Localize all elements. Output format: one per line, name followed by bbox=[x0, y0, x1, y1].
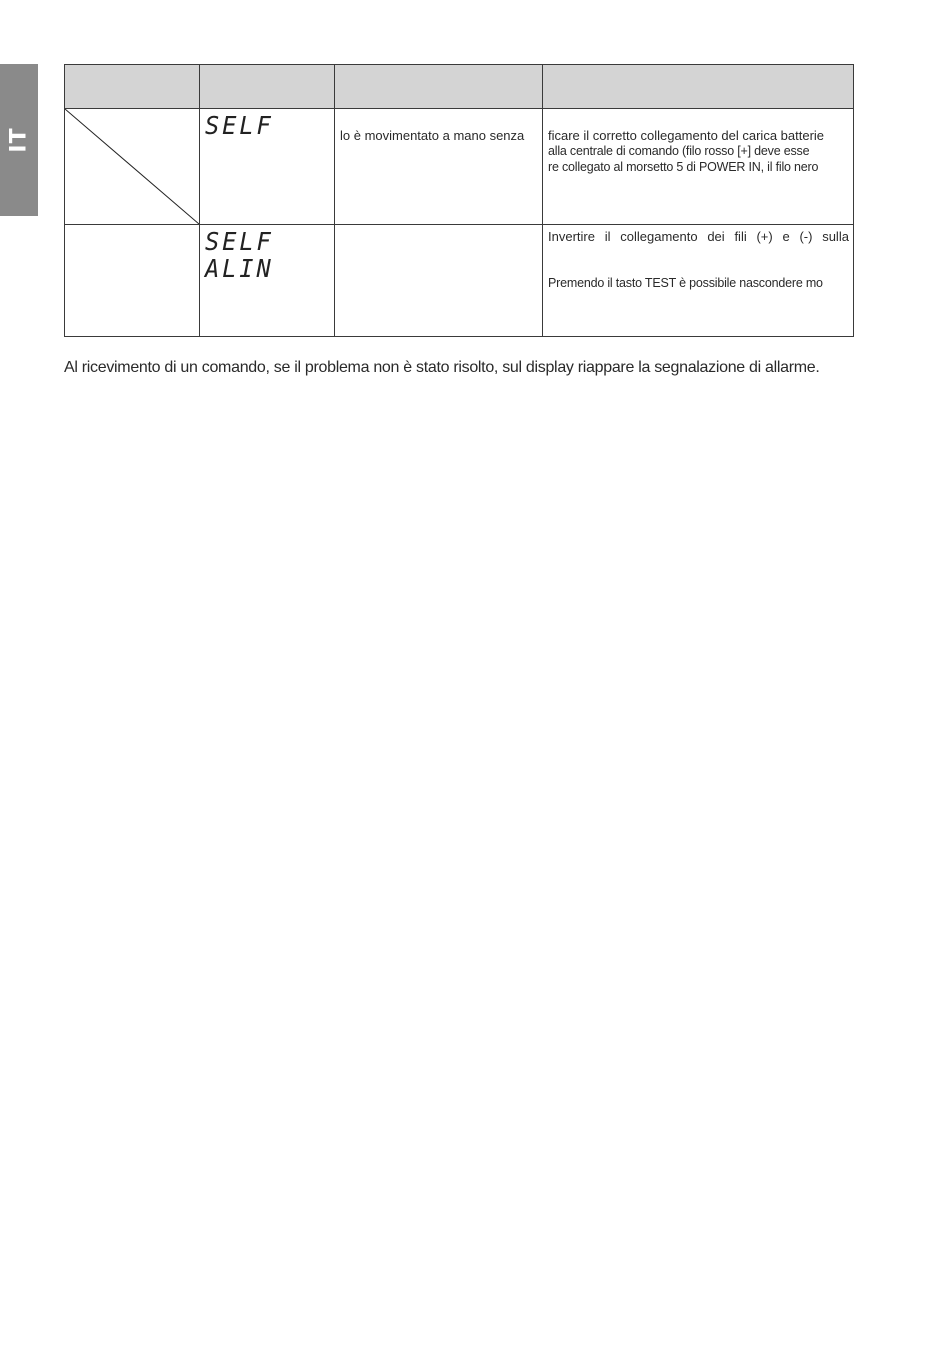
solution-line: ficare il corretto collegamento del carica batterie bbox=[548, 128, 825, 143]
diagonal-line bbox=[65, 109, 199, 224]
table-header-cell bbox=[64, 64, 200, 109]
table-cell-display bbox=[199, 108, 335, 225]
display-readout: SELF bbox=[205, 111, 274, 140]
table-cell-cause bbox=[334, 224, 543, 337]
language-tab-label: IT bbox=[6, 127, 32, 153]
alarm-table bbox=[64, 64, 854, 337]
table-cell-empty bbox=[64, 224, 200, 337]
solution-line: Invertire il collegamento dei fili (+) e (-) sulla bbox=[548, 229, 849, 244]
footer-note: Al ricevimento di un comando, se il problema non è stato risolto, sul display riappare la segnalazione di allarme. bbox=[64, 359, 820, 376]
table-header-cell bbox=[334, 64, 543, 109]
solution-line: re collegato al morsetto 5 di POWER IN, il filo nero bbox=[548, 160, 819, 174]
display-readout: SELF bbox=[205, 227, 274, 256]
table-cell-display bbox=[199, 224, 335, 337]
table-header-cell bbox=[199, 64, 335, 109]
solution-line: alla centrale di comando (filo rosso [+] deve esse bbox=[548, 144, 810, 158]
language-tab bbox=[0, 64, 38, 216]
table-cell-solution bbox=[542, 224, 854, 337]
display-readout: ALIN bbox=[205, 254, 274, 283]
table-header-cell bbox=[542, 64, 854, 109]
cause-text: lo è movimentato a mano senza bbox=[340, 128, 525, 143]
solution-note: Premendo il tasto TEST è possibile nascondere mo bbox=[548, 276, 823, 290]
table-cell-solution bbox=[542, 108, 854, 225]
table-cell-empty-diagonal bbox=[64, 108, 200, 225]
table-cell-cause bbox=[334, 108, 543, 225]
